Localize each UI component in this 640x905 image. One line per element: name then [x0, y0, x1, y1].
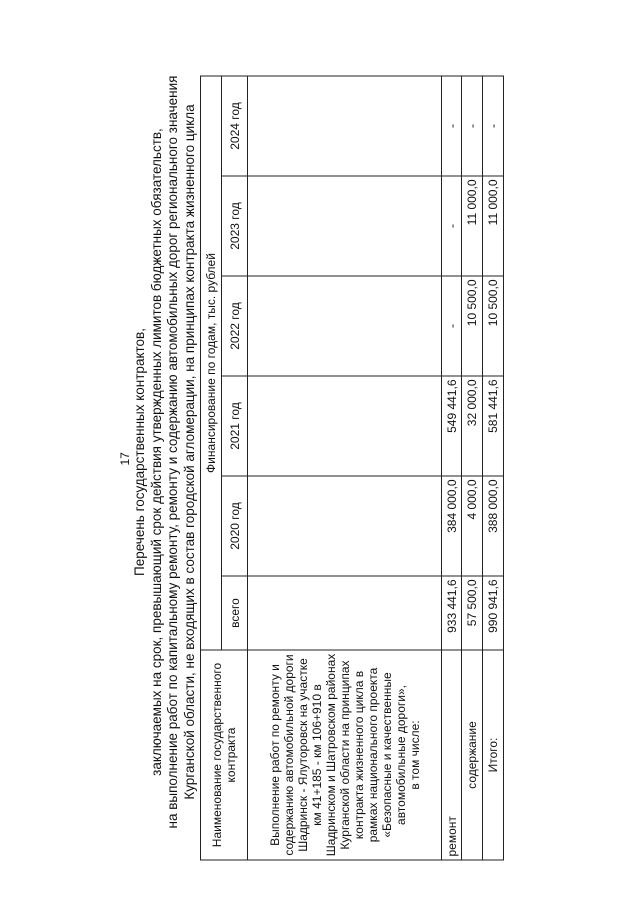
- contracts-table: [200, 76, 504, 861]
- table-cell: 549 441,6: [442, 376, 462, 476]
- table-cell: -: [442, 76, 462, 176]
- header-financing: Финансирование по годам, тыс. рублей: [201, 76, 222, 650]
- row-label: содержание: [462, 650, 483, 860]
- contract-row: [248, 76, 442, 860]
- row-label: ремонт: [442, 650, 462, 860]
- table-cell: 990 941,6: [483, 576, 504, 650]
- table-cell: -: [462, 76, 483, 176]
- header-contract-name: Наименование государственного контракта: [201, 650, 248, 860]
- table-row: [442, 76, 462, 860]
- including-label: в том числе:: [407, 720, 422, 790]
- heading-line: Перечень государственных контрактов,: [132, 328, 147, 576]
- header-2022: 2022 год: [222, 276, 248, 376]
- contract-name: Выполнение работ по ремонту и содержанию автомобильной дороги Шадринск - Ялуторовск на участке км 41+185 - км 106+910 в Шадринском и Шатровском районах Курганской области на принципах контракта жизненного цикла в рамках национального проекта «Безопасные и качественные автомобильные дороги»,: [267, 653, 408, 857]
- heading-line: заключаемых на срок, превышающий срок действия утвержденных лимитов бюджетных обязательств,: [148, 128, 164, 776]
- header-2020: 2020 год: [222, 476, 248, 576]
- contract-name-cell: [248, 650, 442, 860]
- row-label: Итого:: [483, 650, 504, 860]
- table-cell: -: [442, 176, 462, 276]
- table-row: [462, 76, 483, 860]
- header-2024: 2024 год: [222, 76, 248, 176]
- table-cell: 581 441,6: [483, 376, 504, 476]
- table-cell: [248, 76, 442, 176]
- table-cell: 10 500,0: [462, 276, 483, 376]
- table-cell: 384 000,0: [442, 476, 462, 576]
- table-cell: 32 000,0: [462, 376, 483, 476]
- table-header-row: [201, 76, 222, 860]
- document-heading: [132, 0, 198, 905]
- table-cell: [248, 176, 442, 276]
- header-2023: 2023 год: [222, 176, 248, 276]
- table-cell: 10 500,0: [483, 276, 504, 376]
- table-cell: -: [483, 76, 504, 176]
- table-cell: [248, 376, 442, 476]
- table-cell: [248, 476, 442, 576]
- heading-line: Курганской области, не входящих в состав городской агломерации, на принципах контракта жизненного цикла: [181, 104, 197, 800]
- table-cell: 11 000,0: [462, 176, 483, 276]
- table-cell: 11 000,0: [483, 176, 504, 276]
- table-cell: 933 441,6: [442, 576, 462, 650]
- table-cell: -: [442, 276, 462, 376]
- table-cell: 388 000,0: [483, 476, 504, 576]
- table-cell: [248, 276, 442, 376]
- table-cell: 57 500,0: [462, 576, 483, 650]
- table-cell: [248, 576, 442, 650]
- heading-line: на выполнение работ по капитальному ремонту, ремонту и содержанию автомобильных дорог регионального значения: [165, 75, 180, 829]
- header-total: всего: [222, 576, 248, 650]
- table-row: [483, 76, 504, 860]
- table-cell: 4 000,0: [462, 476, 483, 576]
- header-2021: 2021 год: [222, 376, 248, 476]
- page-number: 17: [118, 452, 132, 466]
